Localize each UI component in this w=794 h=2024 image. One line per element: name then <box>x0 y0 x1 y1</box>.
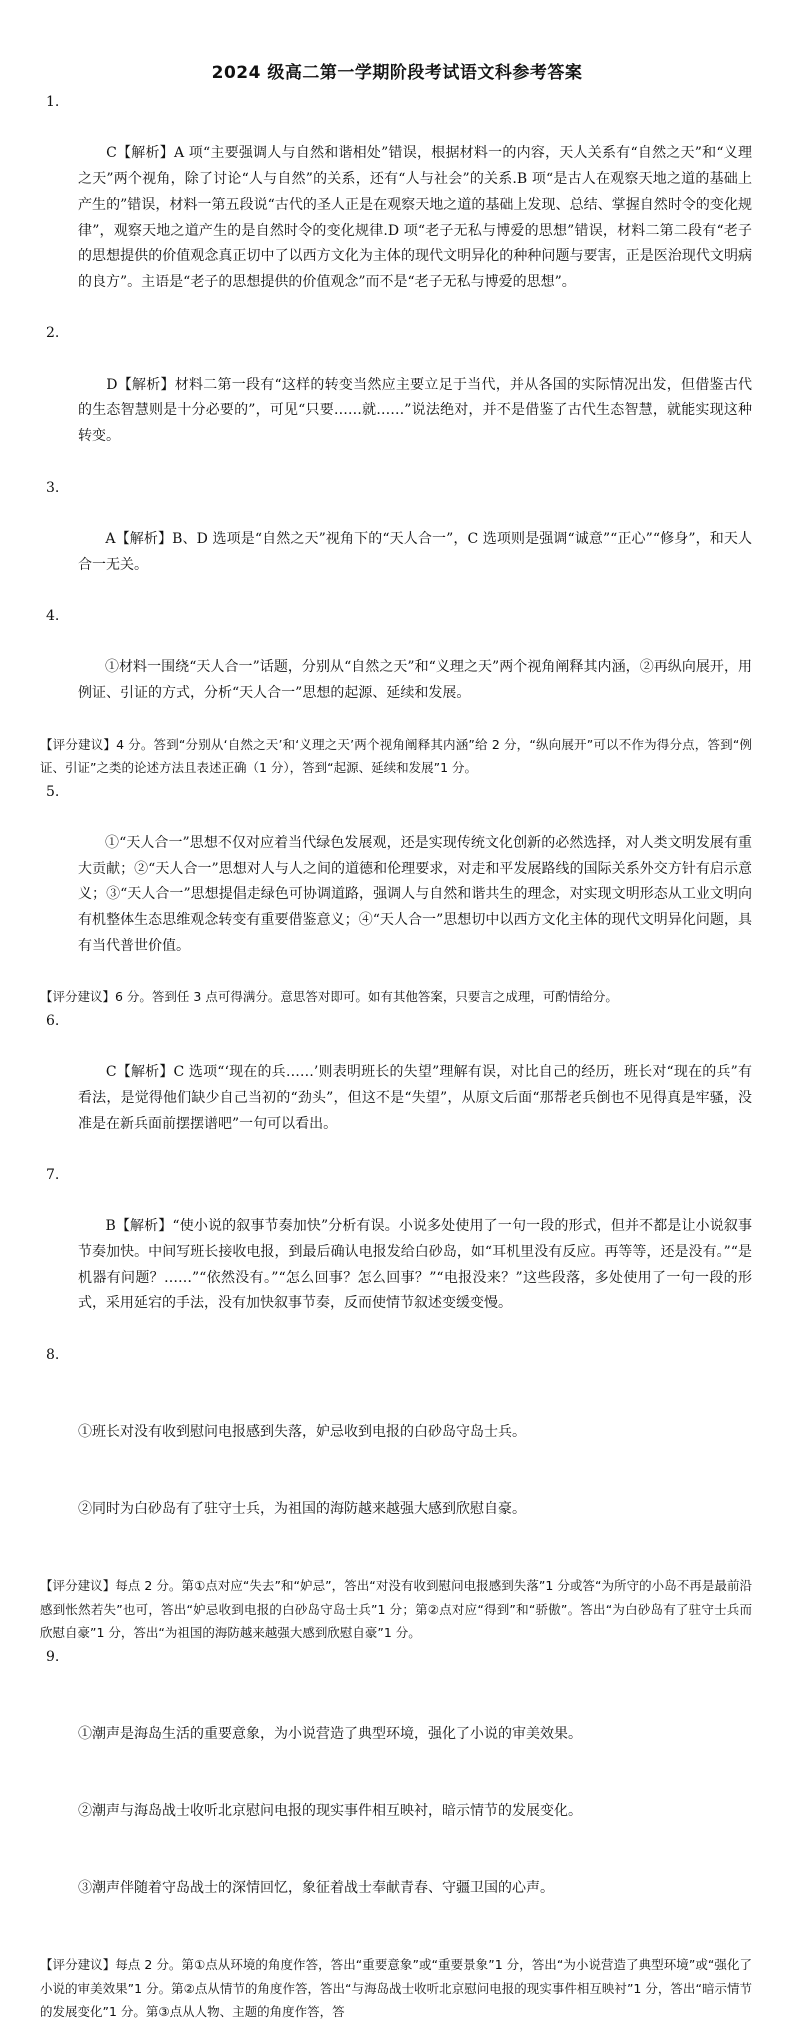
answer-item-6 <box>46 1009 752 1163</box>
page-title: 2024 级高二第一学期阶段考试语文科参考答案 <box>211 63 583 83</box>
answer-item-1 <box>46 90 752 321</box>
answer-point: ①潮声是海岛生活的重要意象，为小说营造了典型环境，强化了小说的审美效果。 <box>78 1725 582 1742</box>
answer-text: B【解析】“使小说的叙事节奏加快”分析有误。小说多处使用了一句一段的形式，但并不都是让小说叙事节奏加快。中间写班长接收电报，到最后确认电报发给白砂岛，如“耳机里没有反应。再等等，还是没有。”“是机器有问题？……”“依然没有。”“怎么回事？怎么回事？”“电报没来？”这些段落，多处使用了一句一段的形式，采用延宕的手法，没有加快叙事节奏，反而使情节叙述变缓变慢。 <box>78 1218 753 1312</box>
answer-text: C【解析】C 选项“‘现在的兵……’则表明班长的失望”理解有误，对比自己的经历，班长对“现在的兵”有看法，是觉得他们缺少自己当初的“劲头”，但这不是“失望”，从原文后面“那帮老兵倒也不见得真是牢骚，没准是在新兵面前摆摆谱吧”一句可以看出。 <box>78 1064 753 1132</box>
scoring-note-5: 【评分建议】6 分。答到任 3 点可得满分。意思答对即可。如有其他答案，只要言之成理，可酌情给分。 <box>40 989 618 1005</box>
answer-text: C【解析】A 项“主要强调人与自然和谐相处”错误，根据材料一的内容，天人关系有“自然之天”和“义理之天”两个视角，除了讨论“人与自然”的关系，还有“人与社会”的关系.B 项“是古人在观察天地之道的基础上产生的”错误，材料一第五段说“古代的圣人正是在观察天地之道的基础上发现、总结、掌握自然时令的变化规律”，观察天地之道产生的是自然时令的变化规律.D 项“老子无私与博爱的思想”错误，材料二第二段有“老子的思想提供的价值观念真正切中了以西方文化为主体的现代文明异化的种种问题与要害，正是医治现代文明病的良方”。主语是“老子的思想提供的价值观念”而不是“老子无私与博爱的思想”。 <box>78 145 752 290</box>
answer-item-4 <box>46 604 752 733</box>
answer-number: 9. <box>46 1648 60 1665</box>
answer-point: ①班长对没有收到慰问电报感到失落，妒忌收到电报的白砂岛守岛士兵。 <box>78 1423 526 1440</box>
answer-item-5 <box>46 780 752 986</box>
answer-number: 4. <box>46 608 60 625</box>
answer-number: 2. <box>46 325 60 342</box>
answer-list <box>40 90 753 2024</box>
scoring-note-4: 【评分建议】4 分。答到“分别从‘自然之天’和‘义理之天’两个视角阐释其内涵”给 2 分，“纵向展开”可以不作为得分点，答到“例证、引证”之类的论述方法且表述正确（1 分），答到“起源、延续和发展”1 分。 <box>40 736 752 776</box>
answer-number: 1. <box>46 94 60 110</box>
scoring-note-9: 【评分建议】每点 2 分。第①点从环境的角度作答，答出“重要意象”或“重要景象”1 分，答出“为小说营造了典型环境”或“强化了小说的审美效果”1 分。第②点从情节的角度作答，答出“与海岛战士收听北京慰问电报的现实事件相互映衬”1 分，答出“暗示情节的发展变化”1 分。第③点从人物、主题的角度作答，答 <box>40 1957 752 2020</box>
answer-number: 3. <box>46 479 60 496</box>
answer-item-7 <box>46 1163 752 1343</box>
answer-number: 8. <box>46 1346 60 1363</box>
answer-point: ②同时为白砂岛有了驻守士兵，为祖国的海防越来越强大感到欣慰自豪。 <box>78 1501 526 1518</box>
answer-point: ③潮声伴随着守岛战士的深情回忆，象征着战士奉献青春、守疆卫国的心声。 <box>78 1880 554 1896</box>
answer-item-9 <box>46 1645 752 1953</box>
answer-point: ②潮声与海岛战士收听北京慰问电报的现实事件相互映衬，暗示情节的发展变化。 <box>78 1802 582 1819</box>
answer-item-8 <box>46 1343 752 1574</box>
answer-number: 6. <box>46 1012 60 1029</box>
answer-text: ①材料一围绕“天人合一”话题，分别从“自然之天”和“义理之天”两个视角阐释其内涵，②再纵向展开，用例证、引证的方式，分析“天人合一”思想的起源、延续和发展。 <box>78 659 752 702</box>
answer-text: ①“天人合一”思想不仅对应着当代绿色发展观，还是实现传统文化创新的必然选择，对人类文明发展有重大贡献；②“天人合一”思想对人与人之间的道德和伦理要求，对走和平发展路线的国际关系外交方针有启示意义；③“天人合一”思想提倡走绿色可协调道路，强调人与自然和谐共生的理念，对实现文明形态从工业文明向有机整体生态思维观念转变有重要借鉴意义；④“天人合一”思想切中以西方文化主体的现代文明异化问题，具有当代普世价值。 <box>78 834 752 954</box>
answer-number: 5. <box>46 783 60 800</box>
answer-item-3 <box>46 476 752 605</box>
answer-item-2 <box>46 321 752 475</box>
answer-number: 7. <box>46 1166 60 1183</box>
answer-text: D【解析】材料二第一段有“这样的转变当然应主要立足于当代，并从各国的实际情况出发，但借鉴古代的生态智慧则是十分必要的”，可见“只要……就……”说法绝对，并不是借鉴了古代生态智慧，就能实现这种转变。 <box>78 376 753 445</box>
scoring-note-8: 【评分建议】每点 2 分。第①点对应“失去”和“妒忌”，答出“对没有收到慰问电报感到失落”1 分或答“为所守的小岛不再是最前沿感到怅然若失”也可，答出“妒忌收到电报的白砂岛守岛士兵”1 分；第②点对应“得到”和“骄傲”。答出“为白砂岛有了驻守士兵而欣慰自豪”1 分，答出“为祖国的海防越来越强大感到欣慰自豪”1 分。 <box>40 1578 752 1641</box>
answer-text: A【解析】B、D 选项是“自然之天”视角下的“天人合一”，C 选项则是强调“诚意”“正心”“修身”，和天人合一无关。 <box>78 530 752 573</box>
